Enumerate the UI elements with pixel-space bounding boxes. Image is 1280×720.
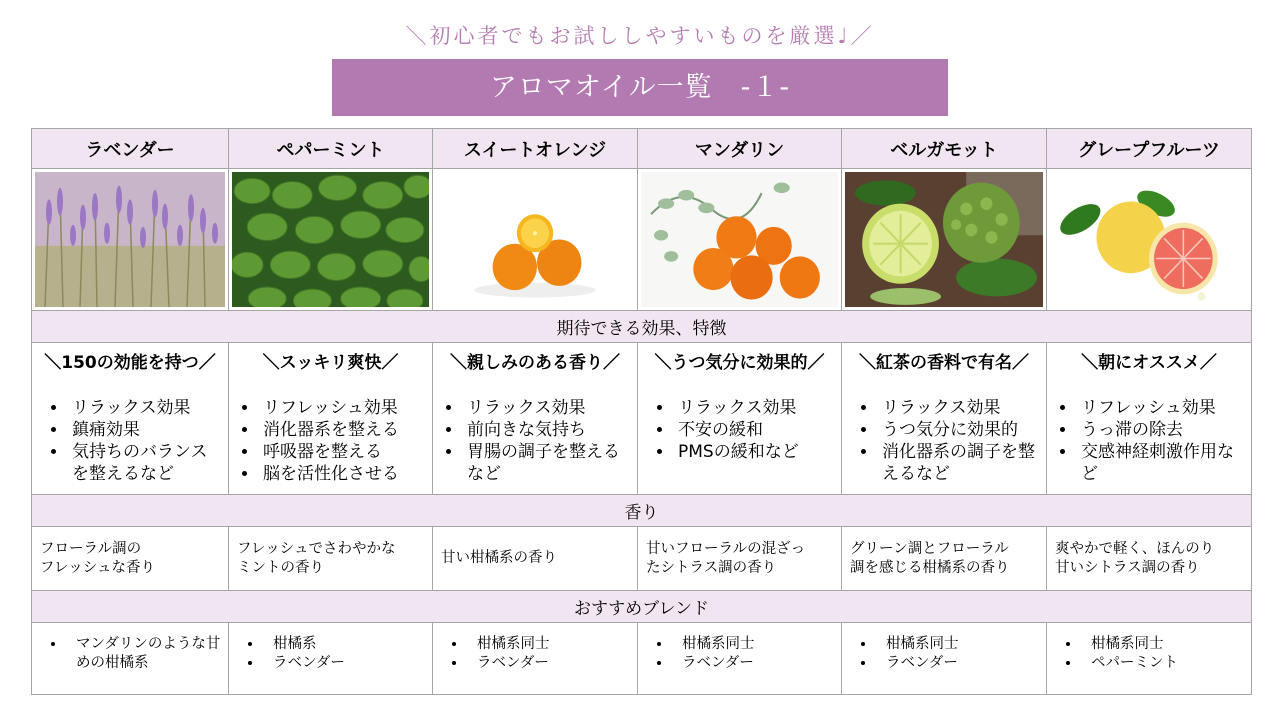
effect-item: • PMSの緩和など [674, 441, 835, 463]
scent-line: フローラル調の [40, 540, 142, 557]
mandarin-image-cell [638, 169, 842, 311]
effect-item: • 交感神経刺激作用など [1077, 441, 1245, 485]
peppermint-photo [232, 172, 429, 307]
effect-item: • 不安の緩和 [674, 419, 835, 441]
aroma-oil-table [31, 128, 1252, 695]
peppermint-scent-cell [229, 527, 433, 591]
lavender-effects-list [38, 397, 222, 485]
oil-name-grapefruit: グレープフルーツ [1047, 129, 1252, 169]
blend-item: • 柑橘系同士 [467, 635, 631, 654]
scent-line: たシトラス調の香り [646, 559, 777, 576]
effect-item: • うっ滞の除去 [1077, 419, 1245, 441]
blend-item: • 柑橘系同士 [876, 635, 1040, 654]
bergamot-effects-list [848, 397, 1040, 485]
oil-name-mandarin: マンダリン [638, 129, 842, 169]
effect-item: • 脳を活性化させる [259, 463, 426, 485]
scent-row [32, 527, 1252, 591]
oil-name-bergamot: ベルガモット [842, 129, 1047, 169]
oil-name-row [32, 129, 1252, 169]
peppermint-effects-cell [229, 343, 433, 495]
mandarin-tagline: ＼うつ気分に効果的／ [654, 353, 825, 373]
scent-line: 調を感じる柑橘系の香り [850, 559, 1010, 576]
sweet-orange-image-cell [433, 169, 638, 311]
peppermint-blend-list [235, 635, 426, 673]
effect-item: • 気持ちのバランスを整えるなど [68, 441, 222, 485]
sweet-orange-effects-cell [433, 343, 638, 495]
sweet-orange-effects-list [439, 397, 631, 485]
scent-line: 甘いフローラルの混ざっ [646, 540, 806, 557]
scent-line: フレッシュでさわやかな [237, 540, 396, 557]
blend-item: • ラベンダー [263, 654, 426, 673]
effects-row [32, 343, 1252, 495]
oil-name-peppermint: ペパーミント [229, 129, 433, 169]
bergamot-blend-list [848, 635, 1040, 673]
effects-section-header [32, 311, 1252, 343]
blend-section-header [32, 591, 1252, 623]
blend-item: • ラベンダー [876, 654, 1040, 673]
grapefruit-blend-cell [1047, 623, 1252, 695]
blend-item: • マンダリンのような甘めの柑橘系 [66, 635, 222, 673]
bergamot-effects-cell [842, 343, 1047, 495]
lavender-scent-cell [32, 527, 229, 591]
grapefruit-tagline: ＼朝にオススメ／ [1081, 353, 1217, 373]
peppermint-blend-cell [229, 623, 433, 695]
effect-item: • リフレッシュ効果 [259, 397, 426, 419]
scent-line: 甘いシトラス調の香り [1055, 559, 1200, 576]
lavender-tagline: ＼150の効能を持つ／ [44, 353, 216, 373]
effect-item: • リラックス効果 [878, 397, 1040, 419]
scent-line: 爽やかで軽く、ほんのり [1055, 540, 1215, 557]
scent-line: グリーン調とフローラル [850, 540, 1009, 557]
sweet-orange-scent-cell [433, 527, 638, 591]
lavender-blend-list [38, 635, 222, 673]
mandarin-effects-list [644, 397, 835, 463]
effect-item: • 消化器系を整える [259, 419, 426, 441]
lavender-photo [35, 172, 225, 307]
blend-item: • ペパーミント [1081, 654, 1245, 673]
grapefruit-blend-list [1053, 635, 1245, 673]
grapefruit-effects-list [1053, 397, 1245, 485]
peppermint-tagline: ＼スッキリ爽快／ [262, 353, 399, 373]
effect-item: • リラックス効果 [674, 397, 835, 419]
blend-item: • 柑橘系同士 [672, 635, 835, 654]
effect-item: • リラックス効果 [463, 397, 631, 419]
mandarin-blend-cell [638, 623, 842, 695]
grapefruit-image-cell [1047, 169, 1252, 311]
page-title: アロマオイル一覧 -１- [332, 59, 948, 116]
lavender-image-cell [32, 169, 229, 311]
blend-row [32, 623, 1252, 695]
oil-name-sweet-orange: スイートオレンジ [433, 129, 638, 169]
effect-item: • うつ気分に効果的 [878, 419, 1040, 441]
grapefruit-scent-cell [1047, 527, 1252, 591]
oil-name-lavender: ラベンダー [32, 129, 229, 169]
oil-image-row [32, 169, 1252, 311]
blend-item: • 柑橘系 [263, 635, 426, 654]
peppermint-effects-list [235, 397, 426, 485]
effect-item: • リフレッシュ効果 [1077, 397, 1245, 419]
scent-line: 甘い柑橘系の香り [441, 550, 557, 566]
effect-item: • 鎮痛効果 [68, 419, 222, 441]
lavender-effects-cell [32, 343, 229, 495]
sweet-orange-blend-cell [433, 623, 638, 695]
effect-item: • リラックス効果 [68, 397, 222, 419]
blend-section-label: おすすめブレンド [32, 591, 1252, 623]
sweet-orange-tagline: ＼親しみのある香り／ [450, 353, 620, 373]
mandarin-blend-list [644, 635, 835, 673]
effect-item: • 呼吸器を整える [259, 441, 426, 463]
effect-item: • 前向きな気持ち [463, 419, 631, 441]
sweet-orange-blend-list [439, 635, 631, 673]
bergamot-photo [845, 172, 1043, 307]
effect-item: • 胃腸の調子を整えるなど [463, 441, 631, 485]
grapefruit-effects-cell [1047, 343, 1252, 495]
blend-item: • ラベンダー [672, 654, 835, 673]
sweet-orange-photo [436, 172, 634, 307]
effect-item: • 消化器系の調子を整えるなど [878, 441, 1040, 485]
scent-line: ミントの香り [237, 559, 324, 576]
blend-item: • 柑橘系同士 [1081, 635, 1245, 654]
mandarin-scent-cell [638, 527, 842, 591]
grapefruit-photo [1050, 172, 1248, 307]
blend-item: • ラベンダー [467, 654, 631, 673]
bergamot-image-cell [842, 169, 1047, 311]
bergamot-tagline: ＼紅茶の香料で有名／ [859, 353, 1029, 373]
effects-section-label: 期待できる効果、特徴 [32, 311, 1252, 343]
subtitle: ＼初心者でもお試ししやすいものを厳選♩／ [405, 24, 875, 48]
mandarin-effects-cell [638, 343, 842, 495]
scent-line: フレッシュな香り [40, 559, 155, 576]
scent-section-header [32, 495, 1252, 527]
mandarin-photo [641, 172, 838, 307]
bergamot-blend-cell [842, 623, 1047, 695]
peppermint-image-cell [229, 169, 433, 311]
lavender-blend-cell [32, 623, 229, 695]
scent-section-label: 香り [32, 495, 1252, 527]
bergamot-scent-cell [842, 527, 1047, 591]
